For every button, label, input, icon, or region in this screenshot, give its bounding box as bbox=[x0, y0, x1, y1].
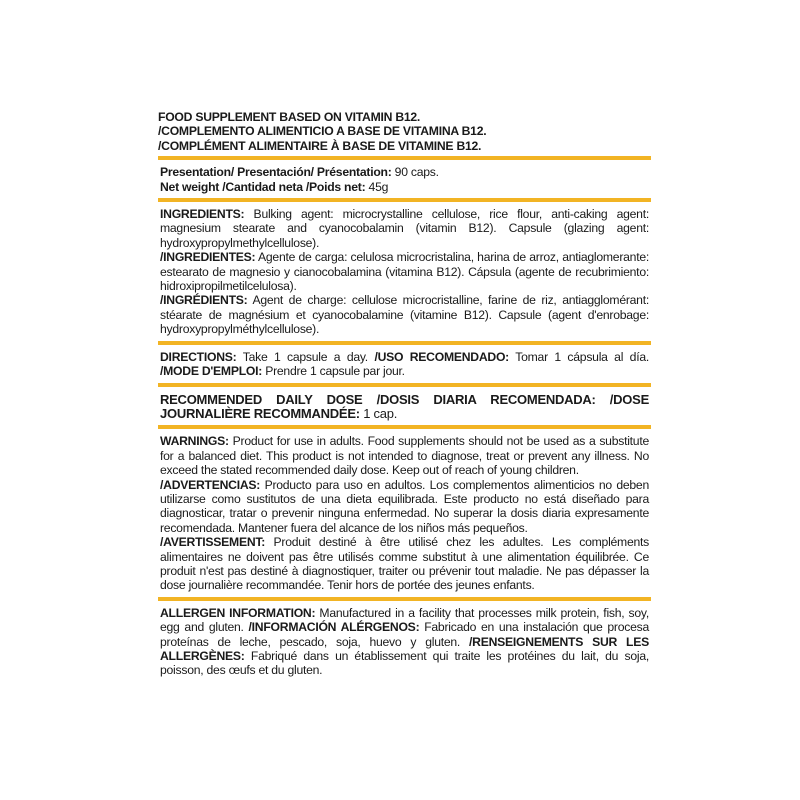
title-french: /COMPLÉMENT ALIMENTAIRE À BASE DE VITAMINE B12. bbox=[158, 138, 482, 153]
directions-label-spanish: /USO RECOMENDADO: bbox=[374, 349, 509, 364]
title-spanish: /COMPLEMENTO ALIMENTICIO A BASE DE VITAMINA B12. bbox=[158, 124, 487, 139]
allergen-label-english: ALLERGEN INFORMATION: bbox=[160, 605, 316, 620]
net-weight-label: Net weight /Cantidad neta /Poids net: bbox=[160, 179, 366, 194]
daily-dose-section bbox=[158, 387, 651, 426]
warnings-french: /AVERTISSEMENT: Produit destiné à être utilisé chez les adultes. Les compléments alimentaires ne doivent pas être utilisés comme substitut à une alimentation équilibrée. Ce produit n'est pas destiné à diagnostiquer, traiter ou prévenir tout maladie. Ne pas dépasser la dose journalière recommandée. Tenir hors de portée des jeunes enfants. bbox=[160, 535, 649, 593]
daily-dose-value: 1 cap. bbox=[359, 405, 398, 421]
warnings-english: WARNINGS: Product for use in adults. Food supplements should not be used as a substitute for a balanced diet. This product is not intended to diagnose, treat or prevent any illness. No exceed the stated recommended daily dose. Keep out of reach of young children. bbox=[160, 434, 649, 478]
presentation-section bbox=[158, 160, 651, 198]
warnings-section bbox=[158, 429, 651, 596]
ingredients-section bbox=[158, 202, 651, 341]
allergen-section: ALLERGEN INFORMATION: Manufactured in a facility that processes milk protein, fish, soy, egg and gluten. /INFORMACIÓN ALÉRGENOS: Fabricado en una instalación que procesa proteínas de leche, pescado, soja, huevo y gluten. /RENSEIGNEMENTS SUR LES ALLERGÈNES: Fabriqué dans un établissement qui traite les protéines du lait, du soja, poisson, des œufs et du gluten. bbox=[160, 605, 649, 678]
directions-section: DIRECTIONS: Take 1 capsule a day. /USO RECOMENDADO: Tomar 1 cápsula al día. /MODE D'EMPLOI: Prendre 1 capsule par jour. bbox=[160, 349, 649, 379]
allergen-label-spanish: /INFORMACIÓN ALÉRGENOS: bbox=[248, 620, 420, 635]
net-weight-value: 45g bbox=[365, 179, 389, 194]
allergen-label-french: /RENSEIGNEMENTS SUR LES ALLERGÈNES: bbox=[160, 634, 649, 663]
presentation-label: Presentation/ Presentación/ Présentation: bbox=[160, 165, 392, 180]
directions-label-english: DIRECTIONS: bbox=[160, 349, 237, 364]
directions-label-french: /MODE D'EMPLOI: bbox=[160, 364, 263, 379]
warnings-spanish: /ADVERTENCIAS: Producto para uso en adultos. Los complementos alimenticios no deben utilizarse como sustitutos de una dieta equilibrada. Este producto no está diseñado para diagnosticar, tratar o prevenir ninguna enfermedad. No superar la dosis diaria expresamente recomendada. Mantener fuera del alcance de los niños más pequeños. bbox=[160, 477, 649, 535]
title-english: FOOD SUPPLEMENT BASED ON VITAMIN B12. bbox=[158, 110, 421, 124]
ingredients-french: /INGRÉDIENTS: Agent de charge: cellulose microcristalline, farine de riz, antiagglomérant: stéarate de magnésium et cyanocobalamine (vitamine B12). Capsule (agent d'enrobage: hydroxypropylméthylcellulose). bbox=[160, 293, 649, 337]
daily-dose-label: RECOMMENDED DAILY DOSE /DOSIS DIARIA RECOMENDADA: /DOSE JOURNALIÈRE RECOMMANDÉE: bbox=[160, 391, 649, 421]
presentation-value: 90 caps. bbox=[391, 165, 439, 180]
supplement-label bbox=[158, 110, 651, 682]
ingredients-spanish: /INGREDIENTES: Agente de carga: celulosa microcristalina, harina de arroz, antiaglomerante: estearato de magnesio y cianocobalamina (vitamina B12). Cápsula (agente de recubrimiento: hidroxipropilmetilcelulosa). bbox=[160, 250, 649, 294]
ingredients-english: INGREDIENTS: Bulking agent: microcrystalline cellulose, rice flour, anti-caking agent: magnesium stearate and cyanocobalamin (vitamin B12). Capsule (glazing agent: hydroxypropylmethylcellulose). bbox=[160, 207, 649, 250]
product-title bbox=[158, 110, 651, 156]
